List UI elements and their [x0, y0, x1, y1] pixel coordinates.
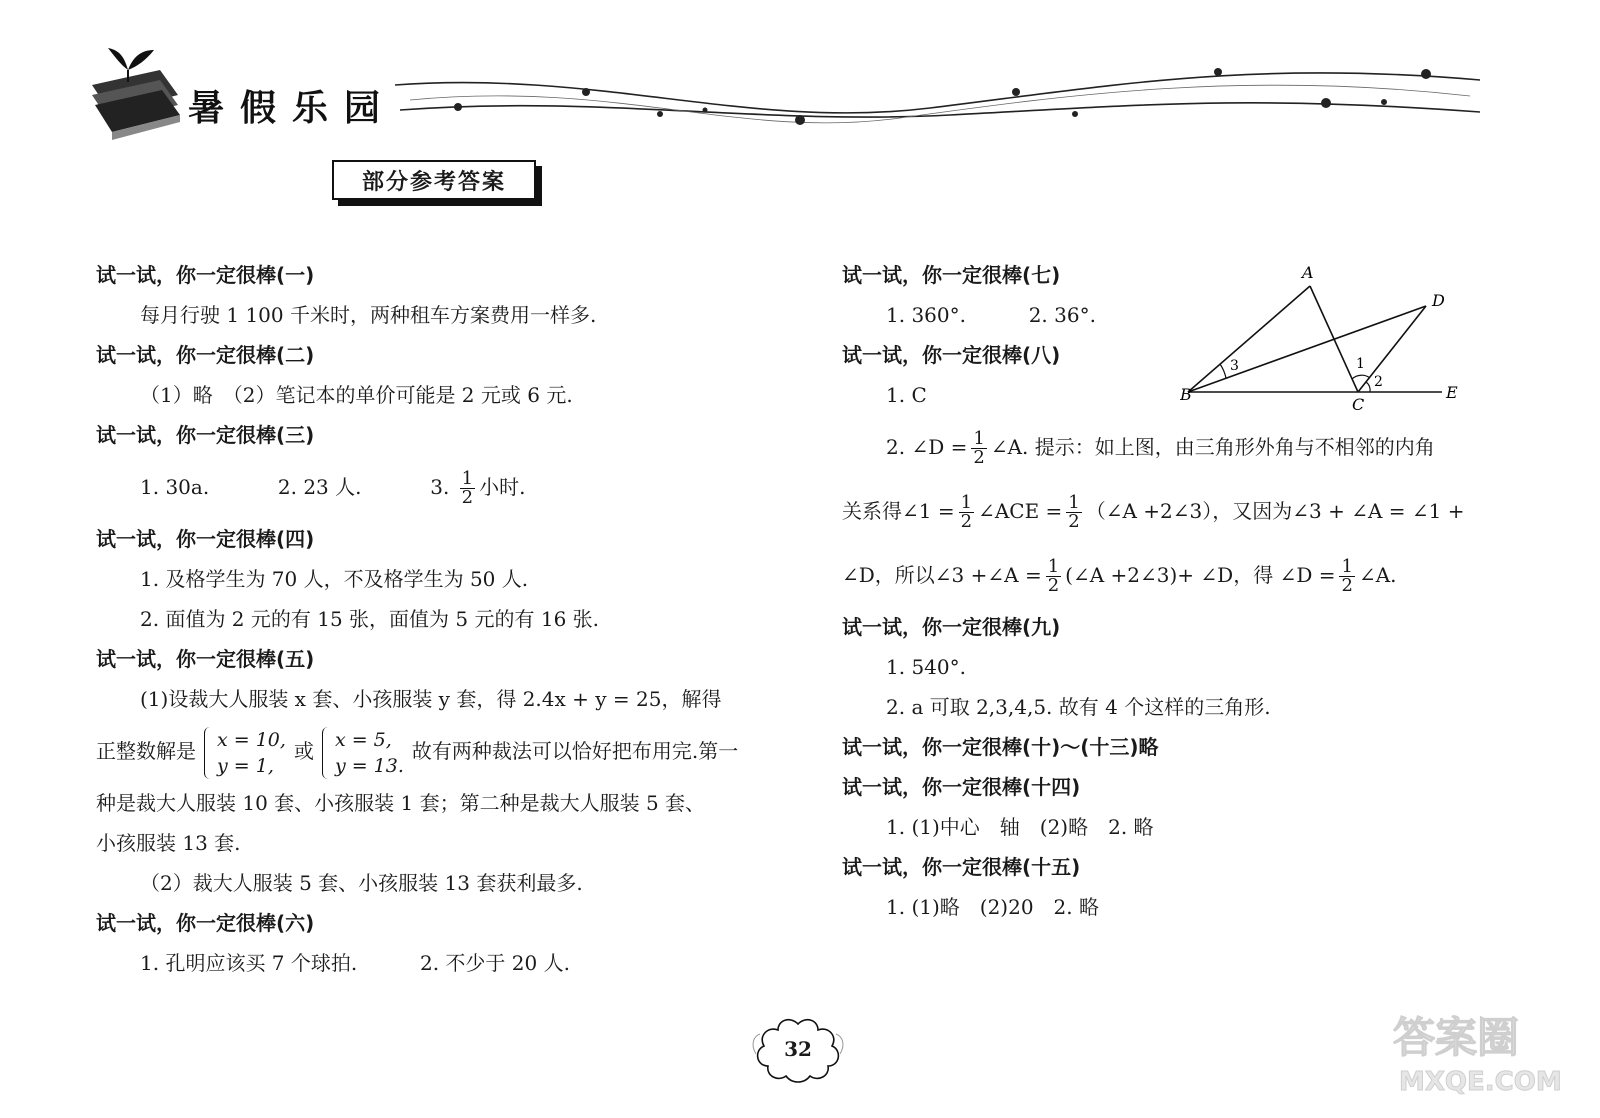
page-number-badge: [748, 1014, 848, 1084]
system-1-eq-2: y = 1,: [217, 754, 274, 777]
answer-6b: 2. 不少于 20 人.: [419, 951, 570, 975]
label-angle-1: 1: [1356, 356, 1365, 372]
answer-2: （1）略 （2）笔记本的单价可能是 2 元或 6 元.: [140, 383, 573, 407]
answer-3: [96, 455, 786, 519]
answer-4-1: 1. 及格学生为 70 人，不及格学生为 50 人.: [140, 567, 529, 591]
section-heading-4: 试一试，你一定很棒(四): [96, 527, 315, 551]
answer-8-3-mid: ∠ACE =: [978, 499, 1063, 523]
label-angle-2: 2: [1374, 374, 1383, 390]
section-heading-9: 试一试，你一定很棒(九): [842, 615, 1061, 639]
section-heading-1: 试一试，你一定很棒(一): [96, 263, 315, 287]
fraction-denominator: 2: [461, 487, 474, 508]
answer-7a: 1. 360°.: [886, 303, 966, 327]
answer-5-line-1: (1)设裁大人服装 x 套、小孩服装 y 套，得 2.4x + y = 25，解得: [140, 687, 722, 711]
section-title-box: [332, 160, 536, 200]
angle-2-arc: [1366, 382, 1370, 392]
label-a: A: [1302, 263, 1314, 282]
brand-title: 暑假乐园: [188, 88, 397, 129]
fraction-half: [971, 430, 986, 467]
answer-8-4-suffix: ∠A.: [1358, 563, 1397, 587]
brace: [322, 727, 331, 779]
answer-5-prefix: 正整数解是: [96, 739, 196, 763]
section-heading-5: 试一试，你一定很棒(五): [96, 647, 315, 671]
fraction-denominator: 2: [960, 511, 973, 532]
answer-8-3: [842, 479, 1532, 543]
answer-7b: 2. 36°.: [1028, 303, 1096, 327]
section-heading-15: 试一试，你一定很棒(十五): [842, 855, 1081, 879]
fraction-numerator: 1: [960, 492, 973, 513]
label-c: C: [1352, 395, 1365, 412]
answer-5-line-2: [96, 719, 786, 783]
fraction-half: [460, 470, 475, 507]
answer-5-suffix: 故有两种裁法可以恰好把布用完.第一: [411, 739, 739, 763]
answer-8-3-suffix: （∠A +2∠3），又因为∠3 + ∠A = ∠1 +: [1085, 499, 1465, 523]
answer-8-2-prefix: 2. ∠D =: [886, 435, 968, 459]
answer-5-line-5: （2）裁大人服装 5 套、小孩服装 13 套获利最多.: [140, 871, 583, 895]
label-b: B: [1180, 385, 1192, 404]
answer-3c-suffix: 小时.: [479, 475, 526, 499]
answer-8-4: [842, 543, 1532, 607]
label-e: E: [1446, 383, 1458, 402]
answer-1: 每月行驶 1 100 千米时，两种租车方案费用一样多.: [140, 303, 597, 327]
section-heading-6: 试一试，你一定很棒(六): [96, 911, 315, 935]
answer-3b: 2. 23 人.: [277, 475, 362, 499]
answer-3c-prefix: 3.: [430, 475, 450, 499]
fraction-denominator: 2: [1341, 575, 1353, 596]
label-d: D: [1432, 291, 1445, 310]
angle-3-arc: [1220, 364, 1226, 378]
answer-4-2: 2. 面值为 2 元的有 15 张，面值为 5 元的有 16 张.: [140, 607, 600, 631]
angle-1-arc: [1352, 375, 1370, 379]
section-title: 部分参考答案: [361, 169, 506, 195]
answer-6: [96, 943, 786, 983]
section-heading-8: 试一试，你一定很棒(八): [842, 343, 1061, 367]
brace: [204, 727, 213, 779]
answer-9-2: 2. a 可取 2,3,4,5. 故有 4 个这样的三角形.: [886, 695, 1271, 719]
answer-8-1: 1. C: [886, 383, 927, 407]
answer-9-1: 1. 540°.: [886, 655, 966, 679]
answer-15: 1. (1)略 (2)20 2. 略: [886, 895, 1099, 919]
fraction-numerator: 1: [1341, 556, 1353, 577]
answer-5-or: 或: [293, 739, 314, 763]
watermark-cn: 答案圈: [1393, 1013, 1520, 1062]
answer-5-line-3: 种是裁大人服装 10 套、小孩服装 1 套；第二种是裁大人服装 5 套、: [96, 791, 706, 815]
line-ba: [1188, 286, 1310, 392]
answer-8-4-mid: (∠A +2∠3)+ ∠D，得 ∠D =: [1065, 563, 1336, 587]
system-2-eq-1: x = 5,: [334, 728, 392, 751]
fraction-half: [1046, 558, 1061, 595]
answer-5-line-4: 小孩服装 13 套.: [96, 831, 241, 855]
section-heading-14: 试一试，你一定很棒(十四): [842, 775, 1081, 799]
left-column: [96, 255, 786, 983]
answer-6a: 1. 孔明应该买 7 个球拍.: [140, 951, 358, 975]
book-stack-logo: [92, 48, 180, 140]
label-angle-3: 3: [1230, 358, 1239, 374]
system-2-eq-2: y = 13.: [334, 754, 404, 777]
section-heading-3: 试一试，你一定很棒(三): [96, 423, 315, 447]
answer-14: 1. (1)中心 轴 (2)略 2. 略: [886, 815, 1154, 839]
system-1-eq-1: x = 10,: [217, 728, 286, 751]
equation-system-2: [322, 727, 404, 779]
watermark-logo: [1385, 1000, 1575, 1100]
fraction-numerator: 1: [461, 468, 474, 489]
watermark-en: MXQE.COM: [1399, 1067, 1562, 1097]
fraction-half: [1066, 494, 1081, 531]
page-number: 32: [784, 1037, 812, 1061]
triangle-figure: [1180, 262, 1460, 412]
section-heading-10-13: 试一试，你一定很棒(十)～(十三)略: [842, 735, 1159, 759]
answer-8-2-suffix: ∠A. 提示：如上图，由三角形外角与不相邻的内角: [990, 435, 1435, 459]
fraction-denominator: 2: [973, 447, 985, 468]
equation-system-1: [204, 727, 286, 779]
answer-8-2: [842, 415, 1532, 479]
fraction-numerator: 1: [1047, 556, 1060, 577]
section-heading-7: 试一试，你一定很棒(七): [842, 263, 1061, 287]
fraction-numerator: 1: [1068, 492, 1080, 513]
fraction-denominator: 2: [1068, 511, 1080, 532]
fraction-half: [1339, 558, 1354, 595]
fraction-numerator: 1: [973, 428, 985, 449]
line-bd: [1188, 306, 1426, 392]
answer-3a: 1. 30a.: [140, 475, 210, 499]
fraction-denominator: 2: [1047, 575, 1060, 596]
fraction-half: [959, 494, 974, 531]
answer-8-3-prefix: 关系得∠1 =: [842, 499, 955, 523]
answer-8-4-prefix: ∠D，所以∠3 +∠A =: [842, 563, 1042, 587]
section-heading-2: 试一试，你一定很棒(二): [96, 343, 315, 367]
